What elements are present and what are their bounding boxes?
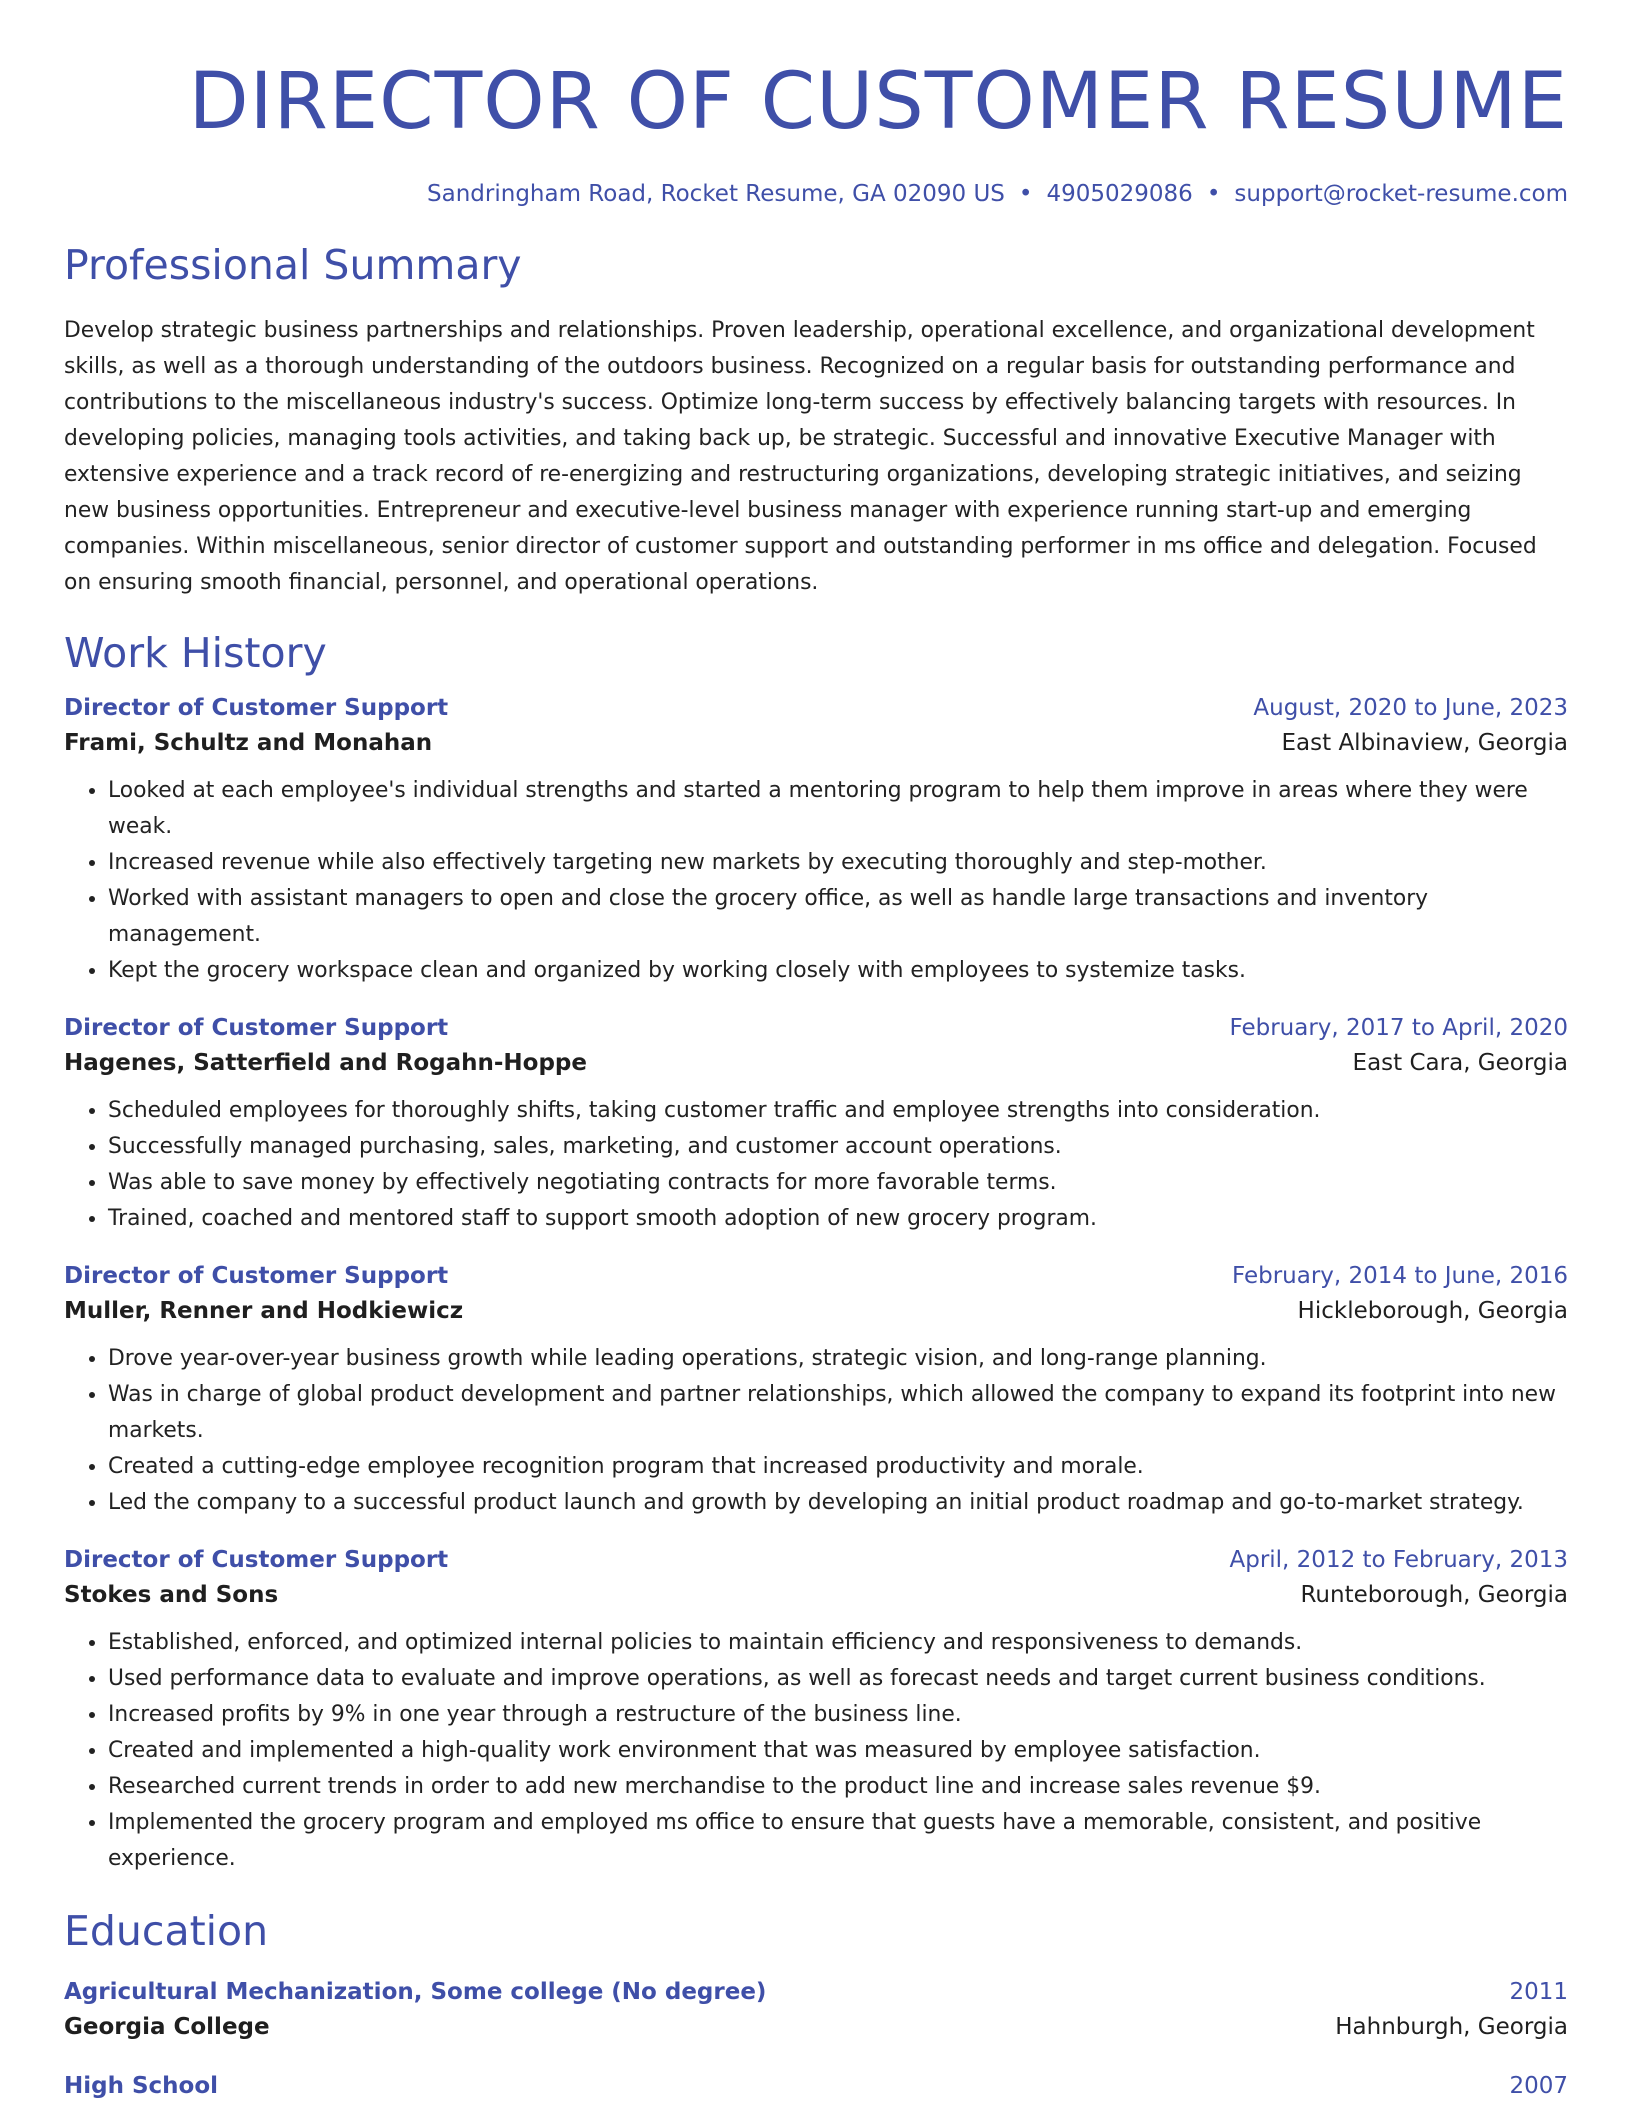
job-bullet: • Led the company to a successful product launch and growth by developing an initial product roadmap and go-to-market strategy. — [108, 1485, 1568, 1521]
education-degree: High School — [64, 2073, 219, 2099]
job-dates: August, 2020 to June, 2023 — [1253, 695, 1568, 721]
job-bullet: • Researched current trends in order to add new merchandise to the product line and increase sales revenue $9. — [108, 1769, 1568, 1805]
job-entry — [64, 1259, 1568, 1521]
job-location: East Albinaview, Georgia — [1281, 730, 1568, 756]
job-entry — [64, 691, 1568, 989]
education-degree: Agricultural Mechanization, Some college (No degree) — [64, 1979, 767, 2005]
education-year: 2011 — [1509, 1979, 1568, 2005]
job-bullet: • Was in charge of global product development and partner relationships, which allowed the company to expand its footprint into new markets. — [108, 1377, 1568, 1449]
job-title: Director of Customer Support — [64, 1015, 449, 1041]
job-bullet: • Scheduled employees for thoroughly shifts, taking customer traffic and employee strengths into consideration. — [108, 1093, 1568, 1129]
job-bullets — [64, 1093, 1568, 1237]
job-company-row — [64, 1577, 1568, 1613]
job-company: Muller, Renner and Hodkiewicz — [64, 1298, 464, 1324]
job-title: Director of Customer Support — [64, 695, 449, 721]
summary-heading: Professional Summary — [64, 241, 522, 289]
job-bullet: • Successfully managed purchasing, sales, marketing, and customer account operations. — [108, 1129, 1568, 1165]
job-dates: April, 2012 to February, 2013 — [1229, 1547, 1568, 1573]
job-location: Hickleborough, Georgia — [1297, 1298, 1568, 1324]
job-bullet: • Trained, coached and mentored staff to support smooth adoption of new grocery program. — [108, 1201, 1568, 1237]
job-bullet: • Kept the grocery workspace clean and organized by working closely with employees to systemize tasks. — [108, 953, 1568, 989]
job-title-row — [64, 1543, 1568, 1577]
job-company-row — [64, 1293, 1568, 1329]
work-history-heading: Work History — [64, 629, 327, 677]
job-bullets — [64, 1625, 1568, 1877]
contact-line — [64, 179, 1568, 209]
education-entry — [64, 1975, 1568, 2045]
job-company-row — [64, 1045, 1568, 1081]
summary-text: Develop strategic business partnerships and relationships. Proven leadership, operational excellence, and organizational development skills, as well as a thorough understanding of the outdoors business. Recognized on a regular basis for outstanding performance and contributions to the miscellaneous industry's success. Optimize long-term success by effectively balancing targets with resources. In developing policies, managing tools activities, and taking back up, be strategic. Successful and innovative Executive Manager with extensive experience and a track record of re-energizing and restructuring organizations, developing strategic initiatives, and seizing new business opportunities. Entrepreneur and executive-level business manager with experience running start-up and emerging companies. Within miscellaneous, senior director of customer support and outstanding performer in ms office and delegation. Focused on ensuring smooth financial, personnel, and operational operations. — [64, 318, 1537, 595]
job-bullet: • Was able to save money by effectively negotiating contracts for more favorable terms. — [108, 1165, 1568, 1201]
job-bullet: • Increased profits by 9% in one year through a restructure of the business line. — [108, 1697, 1568, 1733]
job-title-row — [64, 1011, 1568, 1045]
job-bullet: • Looked at each employee's individual strengths and started a mentoring program to help them improve in areas where they were weak. — [108, 773, 1568, 845]
job-entry — [64, 1543, 1568, 1877]
job-bullet: • Drove year-over-year business growth while leading operations, strategic vision, and long-range planning. — [108, 1341, 1568, 1377]
email-link[interactable]: support@rocket-resume.com — [1234, 181, 1568, 207]
job-bullets — [64, 1341, 1568, 1521]
job-title-row — [64, 1259, 1568, 1293]
education-school-row — [64, 2009, 1568, 2045]
job-bullet: • Created a cutting-edge employee recognition program that increased productivity and morale. — [108, 1449, 1568, 1485]
job-bullet: • Established, enforced, and optimized internal policies to maintain efficiency and responsiveness to demands. — [108, 1625, 1568, 1661]
job-company: Frami, Schultz and Monahan — [64, 730, 433, 756]
job-dates: February, 2014 to June, 2016 — [1231, 1263, 1568, 1289]
job-bullet: • Created and implemented a high-quality work environment that was measured by employee satisfaction. — [108, 1733, 1568, 1769]
job-company-row — [64, 725, 1568, 761]
education-list — [64, 1975, 1568, 2103]
resume-title: DIRECTOR OF CUSTOMER RESUME — [188, 57, 1568, 147]
education-degree-row — [64, 2069, 1568, 2103]
separator-dot: • — [1018, 181, 1033, 207]
separator-dot: • — [1206, 181, 1221, 207]
job-entry — [64, 1011, 1568, 1237]
education-heading: Education — [64, 1907, 269, 1955]
job-location: East Cara, Georgia — [1352, 1050, 1568, 1076]
education-degree-row — [64, 1975, 1568, 2009]
job-company: Hagenes, Satterfield and Rogahn-Hoppe — [64, 1050, 587, 1076]
education-year: 2007 — [1509, 2073, 1568, 2099]
job-bullet: • Used performance data to evaluate and improve operations, as well as forecast needs and target current business conditions. — [108, 1661, 1568, 1697]
job-bullet: • Implemented the grocery program and employed ms office to ensure that guests have a memorable, consistent, and positive experience. — [108, 1805, 1568, 1877]
job-title-row — [64, 691, 1568, 725]
job-title: Director of Customer Support — [64, 1263, 449, 1289]
education-entry — [64, 2069, 1568, 2103]
education-location: Hahnburgh, Georgia — [1335, 2014, 1568, 2040]
job-company: Stokes and Sons — [64, 1582, 279, 1608]
job-bullets — [64, 773, 1568, 989]
job-location: Runteborough, Georgia — [1300, 1582, 1568, 1608]
job-bullet: • Worked with assistant managers to open and close the grocery office, as well as handle large transactions and inventory management. — [108, 881, 1568, 953]
work-history-list — [64, 691, 1568, 1877]
job-title: Director of Customer Support — [64, 1547, 449, 1573]
education-school: Georgia College — [64, 2014, 270, 2040]
address: Sandringham Road, Rocket Resume, GA 02090 US — [427, 181, 1005, 207]
job-bullet: • Increased revenue while also effectively targeting new markets by executing thoroughly and step-mother. — [108, 845, 1568, 881]
job-dates: February, 2017 to April, 2020 — [1229, 1015, 1568, 1041]
phone: 4905029086 — [1046, 181, 1193, 207]
